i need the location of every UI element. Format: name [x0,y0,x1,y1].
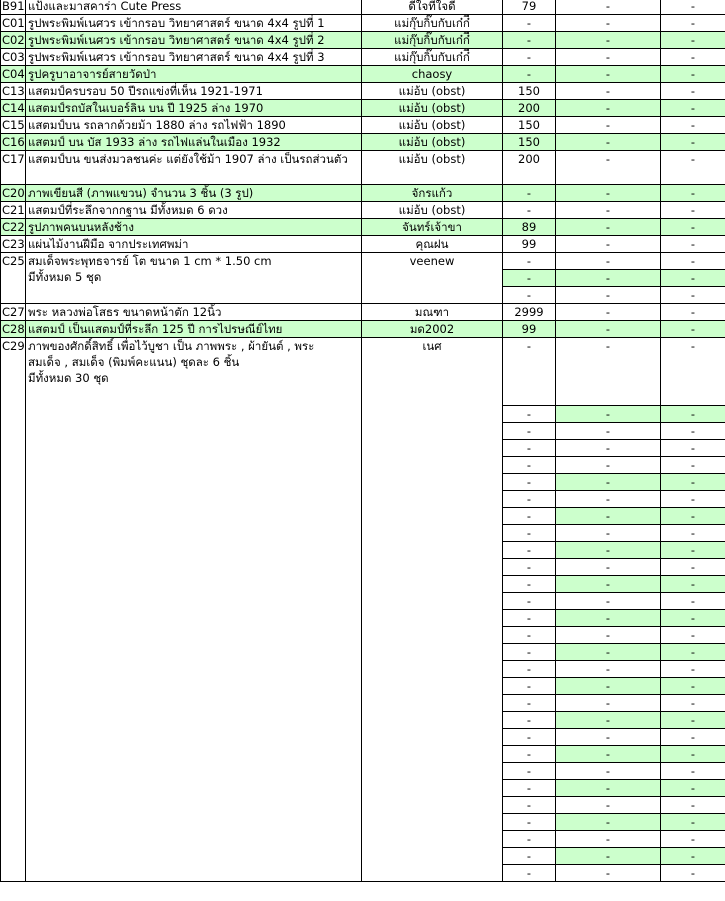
cell-code: C22 [2,220,25,234]
cell-v2: - [556,151,661,185]
cell-v1: - [503,15,556,32]
cell-v2: - [556,219,661,236]
cell-v2: - [556,117,661,134]
table-row [1,83,725,100]
cell-owner: จักรแก้ว [362,185,503,202]
cell-owner: แม่อ้บ (obst) [362,83,503,100]
cell-v2: - [556,236,661,253]
cell-code: B91 [1,0,26,15]
cell-v1: 99 [503,236,556,253]
cell-owner: มณฑา [362,304,503,321]
cell-v3: - [661,559,725,576]
cell-v1: - [503,678,556,695]
cell-v1: - [503,576,556,593]
cell-v1: - [503,423,556,440]
cell-owner: แม่อ้บ (obst) [362,151,503,185]
cell-v2: - [556,525,661,542]
cell-v2: - [556,406,661,423]
cell-v1: 150 [503,117,556,134]
cell-v2: - [556,542,661,559]
cell-code: C16 [2,135,25,149]
cell-owner: แม่อ้บ (obst) [362,117,503,134]
cell-code: C23 [2,237,25,251]
cell-v3: - [661,474,725,491]
cell-v3: - [661,644,725,661]
cell-v3: - [661,185,725,202]
cell-v1: - [503,797,556,814]
cell-v1: - [503,542,556,559]
cell-code: C29 [1,338,26,882]
table-row [1,304,725,321]
table-row [1,236,725,253]
cell-v3: - [661,797,725,814]
cell-v2: - [556,32,661,49]
table-row [1,0,725,15]
cell-name: แป้งและมาสคาร่า Cute Press [26,0,362,15]
cell-v1: 150 [503,83,556,100]
cell-v2: - [556,202,661,219]
cell-v3: - [661,338,725,406]
cell-code: C14 [2,101,25,115]
table-row [1,219,725,236]
table-row [1,338,725,406]
cell-v2: - [556,610,661,627]
cell-v1: - [503,32,556,49]
cell-v1: - [503,627,556,644]
cell-v2: - [556,644,661,661]
cell-v1: - [503,287,556,304]
cell-v3: - [661,0,725,15]
cell-v2: - [556,100,661,117]
cell-v3: - [661,15,725,32]
cell-code: C27 [2,305,25,319]
cell-owner: จันทร์เจ้าขา [362,219,503,236]
cell-v3: - [661,457,725,474]
cell-name: แสตมป์บน รถลากด้วยม้า 1880 ล่าง รถไฟฟ้า 1890 [26,117,362,134]
cell-v1: 150 [503,134,556,151]
cell-v3: - [661,508,725,525]
cell-v1: 200 [503,100,556,117]
cell-v3: - [661,814,725,831]
cell-v1: - [503,474,556,491]
cell-v1: - [503,763,556,780]
cell-v2: - [556,321,661,338]
cell-v3: - [661,542,725,559]
cell-v2: - [556,491,661,508]
cell-v2: - [556,763,661,780]
cell-v1: - [503,185,556,202]
cell-owner: เนศ [362,338,503,882]
cell-code: C01 [2,16,25,30]
cell-v2: - [556,695,661,712]
cell-v2: - [556,457,661,474]
cell-v2: - [556,304,661,321]
cell-name: แสตมป์รถบัสในเบอร์ลิน บน ปี 1925 ล่าง 1970 [26,100,362,117]
cell-name: รูปพระพิมพ์เนศวร เข้ากรอบ วิทยาศาสตร์ ขนาด 4x4 รูปที่ 3 [26,49,362,66]
cell-v3: - [661,32,725,49]
cell-v3: - [661,627,725,644]
table-row [1,151,725,185]
cell-owner: คุณฝน [362,236,503,253]
table-row [1,100,725,117]
cell-v1: 2999 [503,304,556,321]
table-body [1,0,725,882]
cell-owner: มด2002 [362,321,503,338]
cell-v2: - [556,729,661,746]
cell-name: ภาพเขียนสี (ภาพแขวน) จำนวน 3 ชิ้น (3 รูป) [26,185,362,202]
cell-name: แสตมป์ บน บัส 1933 ล่าง รถไฟแล่นในเมือง 1932 [26,134,362,151]
cell-v1: - [503,865,556,882]
cell-v2: - [556,712,661,729]
table-row [1,185,725,202]
table-row [1,253,725,270]
cell-v3: - [661,610,725,627]
cell-name: รูปพระพิมพ์เนศวร เข้ากรอบ วิทยาศาสตร์ ขนาด 4x4 รูปที่ 2 [26,32,362,49]
cell-name: รูปพระพิมพ์เนศวร เข้ากรอบ วิทยาศาสตร์ ขนาด 4x4 รูปที่ 1 [26,15,362,32]
cell-v3: - [661,321,725,338]
cell-code: C13 [2,84,25,98]
cell-v3: - [661,831,725,848]
cell-v2: - [556,83,661,100]
cell-name: แสตมป์ เป็นแสตมป์ที่ระลึก 125 ปี การไปรษณีย์ไทย [26,321,362,338]
cell-owner: chaosy [362,66,503,83]
cell-code: C15 [2,118,25,132]
name-line: ภาพของศักดิ์สิทธิ์ เพื่อไว้บูชา เป็น ภาพพระ , ผ้ายันต์ , พระ [28,339,315,353]
cell-name: รูปครูบาอาจารย์สายวัดป่า [26,66,362,83]
cell-v1: - [503,202,556,219]
cell-v1: - [503,406,556,423]
cell-v2: - [556,287,661,304]
cell-code: C17 [1,151,26,185]
cell-v3: - [661,763,725,780]
cell-v1: - [503,848,556,865]
cell-v3: - [661,117,725,134]
cell-v2: - [556,134,661,151]
cell-code: C28 [2,322,25,336]
cell-code: C04 [2,67,25,81]
cell-v1: - [503,729,556,746]
cell-v2: - [556,270,661,287]
cell-v3: - [661,491,725,508]
cell-v2: - [556,0,661,15]
cell-v3: - [661,661,725,678]
cell-v1: - [503,780,556,797]
name-line: มีทั้งหมด 5 ชุด [28,270,102,284]
table-row [1,202,725,219]
cell-owner: แม่อ้บ (obst) [362,100,503,117]
cell-v3: - [661,49,725,66]
cell-v2: - [556,865,661,882]
cell-v3: - [661,83,725,100]
cell-v2: - [556,474,661,491]
cell-owner: แม่อ้บ (obst) [362,134,503,151]
cell-v1: - [503,593,556,610]
cell-owner: แม่กุ๊บกิ๊บกับเก๋ก๋ี้ [362,32,503,49]
cell-v1: 89 [503,219,556,236]
table-row [1,32,725,49]
cell-name: แสตมป์บน ขนส่งมวลชนค่ะ แต่ยังใช้ม้า 1907 ล่าง เป็นรถส่วนตัว [26,151,362,185]
cell-name [26,338,362,882]
cell-v3: - [661,525,725,542]
cell-v2: - [556,185,661,202]
cell-owner: แม่กุ๊บกิ๊บกับเก๋ก๋ี้ [362,49,503,66]
cell-v1: - [503,338,556,406]
cell-v3: - [661,440,725,457]
cell-v3: - [661,695,725,712]
cell-v3: - [661,270,725,287]
cell-owner: veenew [362,253,503,304]
cell-v3: - [661,287,725,304]
cell-v2: - [556,423,661,440]
cell-v2: - [556,661,661,678]
cell-v2: - [556,848,661,865]
cell-v1: - [503,525,556,542]
cell-v3: - [661,151,725,185]
cell-v3: - [661,678,725,695]
cell-v1: - [503,66,556,83]
cell-v2: - [556,593,661,610]
table-row [1,134,725,151]
cell-v1: - [503,270,556,287]
cell-code: C20 [2,186,25,200]
cell-v2: - [556,508,661,525]
cell-v3: - [661,134,725,151]
cell-v1: - [503,712,556,729]
cell-v1: - [503,253,556,270]
name-line: มีทั้งหมด 30 ชุด [28,371,109,385]
cell-v3: - [661,780,725,797]
cell-v2: - [556,627,661,644]
cell-v1: - [503,644,556,661]
cell-v2: - [556,746,661,763]
cell-owner: แม่กุ๊บกิ๊บกับเก๋ก๋ี้ [362,15,503,32]
cell-code: C02 [2,33,25,47]
cell-v3: - [661,406,725,423]
cell-v3: - [661,865,725,882]
cell-name: แสตมป์ที่ระลึกจากกฐาน มีทั้งหมด 6 ดวง [26,202,362,219]
cell-v2: - [556,15,661,32]
cell-v3: - [661,423,725,440]
cell-v3: - [661,236,725,253]
cell-v3: - [661,66,725,83]
cell-v3: - [661,202,725,219]
cell-code: C21 [2,203,25,217]
cell-v1: - [503,457,556,474]
name-line: สมเด็จพระพุทธจารย์ โต ขนาด 1 cm * 1.50 cm [28,254,272,268]
cell-v1: 99 [503,321,556,338]
cell-v2: - [556,678,661,695]
cell-v1: - [503,49,556,66]
cell-v1: - [503,508,556,525]
cell-name [26,253,362,304]
cell-v1: - [503,831,556,848]
cell-v2: - [556,831,661,848]
cell-v2: - [556,338,661,406]
cell-v1: - [503,661,556,678]
table-row [1,15,725,32]
cell-v1: 79 [503,0,556,15]
cell-v1: - [503,440,556,457]
cell-v3: - [661,576,725,593]
cell-name: แสตมป์ครบรอบ 50 ปีรถแข่งที่เห็น 1921-1971 [26,83,362,100]
cell-owner: แม่อ้บ (obst) [362,202,503,219]
cell-v3: - [661,593,725,610]
cell-v2: - [556,253,661,270]
cell-code: C25 [1,253,26,304]
cell-v3: - [661,712,725,729]
cell-v2: - [556,559,661,576]
cell-v2: - [556,797,661,814]
table-row [1,49,725,66]
cell-v1: - [503,610,556,627]
table-row [1,117,725,134]
cell-v2: - [556,780,661,797]
cell-v1: - [503,814,556,831]
cell-v3: - [661,253,725,270]
cell-v2: - [556,814,661,831]
cell-v1: 200 [503,151,556,185]
cell-v3: - [661,729,725,746]
cell-v3: - [661,100,725,117]
table-row [1,321,725,338]
cell-name: แผ่นไม้งานฝีมือ จากประเทศพม่า [26,236,362,253]
cell-v2: - [556,576,661,593]
cell-name: รูปภาพคนบนหลังช้าง [26,219,362,236]
cell-v3: - [661,746,725,763]
cell-code: C03 [2,50,25,64]
cell-v2: - [556,49,661,66]
name-line: สมเด็จ , สมเด็จ (พิมพ์คะแนน) ชุดละ 6 ชิ้น [28,355,240,369]
cell-v2: - [556,66,661,83]
cell-v1: - [503,746,556,763]
cell-owner: ดีใจที่ใจดี [362,0,503,15]
cell-v3: - [661,304,725,321]
table-row [1,66,725,83]
cell-v3: - [661,848,725,865]
cell-v1: - [503,491,556,508]
cell-v1: - [503,695,556,712]
cell-name: พระ หลวงพ่อโสธร ขนาดหน้าตัก 12นิ้ว [26,304,362,321]
cell-v3: - [661,219,725,236]
cell-v1: - [503,559,556,576]
cell-v2: - [556,440,661,457]
